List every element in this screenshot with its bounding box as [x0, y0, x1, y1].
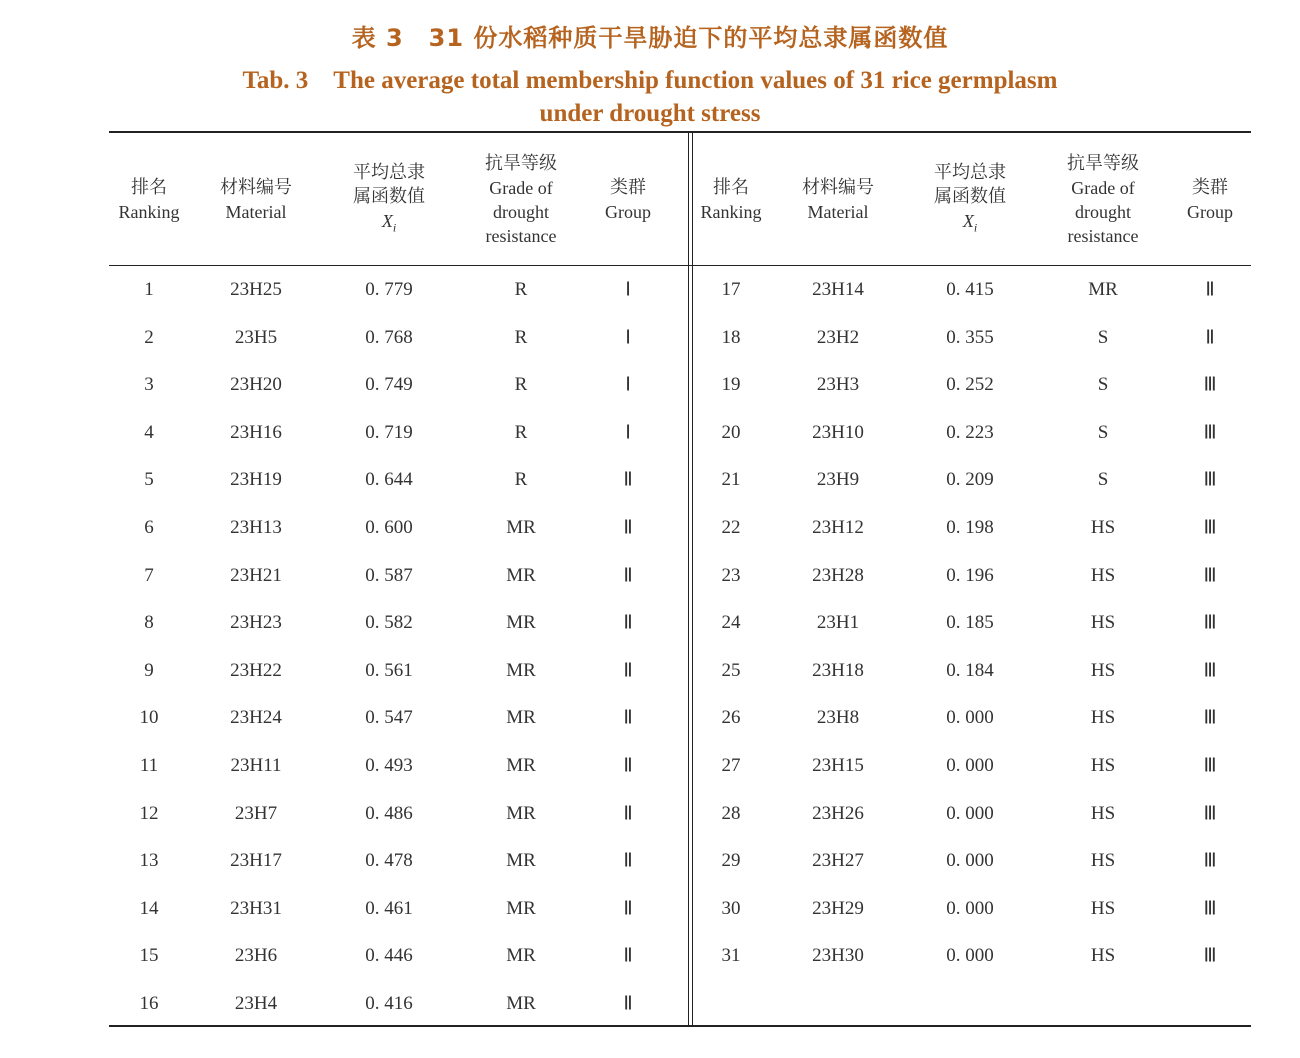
header-value — [934, 140, 1006, 260]
cell-material: 23H7 — [234, 802, 278, 824]
cell-value: 0. 000 — [946, 802, 994, 824]
cell-value: 0. 600 — [365, 517, 413, 538]
cell-material: 23H20 — [230, 374, 282, 396]
cell-group: Ⅲ — [1203, 803, 1217, 825]
cell-grade: MR — [506, 850, 536, 872]
header-group-cn: 类群 — [610, 177, 646, 198]
header-grade-en3: resistance — [485, 226, 557, 246]
cell-grade: MR — [506, 945, 536, 967]
cell-material: 23H10 — [812, 421, 864, 443]
header-material-cn: 材料编号 — [802, 177, 874, 198]
cell-value: 0. 644 — [365, 469, 413, 491]
cell-value: 0. 416 — [365, 993, 413, 1014]
cell-grade: R — [514, 279, 528, 300]
cell-value: 0. 415 — [946, 279, 994, 300]
header-group — [605, 140, 651, 260]
cell-grade: R — [514, 469, 528, 491]
cell-group: Ⅱ — [623, 612, 633, 634]
cell-rank: 6 — [144, 517, 154, 538]
cell-group: Ⅱ — [623, 945, 633, 967]
cell-rank: 20 — [721, 421, 741, 443]
header-value-cn2: 属函数值 — [353, 185, 425, 207]
header-ranking-en: Ranking — [118, 202, 180, 222]
cell-group: Ⅲ — [1203, 850, 1217, 872]
cell-material: 23H15 — [812, 755, 864, 776]
cell-group: Ⅲ — [1203, 469, 1217, 491]
cell-value: 0. 000 — [946, 755, 994, 776]
header-grade — [485, 140, 557, 260]
cell-grade: S — [1097, 421, 1109, 443]
cell-group: Ⅲ — [1203, 612, 1217, 634]
cell-group: Ⅱ — [623, 850, 633, 872]
cell-material: 23H4 — [234, 993, 278, 1014]
column-divider — [688, 131, 689, 1027]
header-grade-en2: drought — [1075, 202, 1131, 222]
cell-rank: 16 — [139, 993, 159, 1014]
cell-value: 0. 478 — [365, 850, 413, 872]
cell-material: 23H29 — [812, 897, 864, 919]
header-ranking-cn: 排名 — [713, 177, 749, 198]
cell-rank: 2 — [144, 326, 154, 348]
cell-value: 0. 000 — [946, 945, 994, 967]
cell-material: 23H23 — [230, 612, 282, 634]
cell-value: 0. 196 — [946, 564, 994, 586]
cell-material: 23H1 — [816, 612, 860, 634]
cell-material: 23H22 — [230, 659, 282, 681]
cell-grade: HS — [1090, 564, 1116, 586]
cell-value: 0. 198 — [946, 517, 994, 538]
cell-rank: 26 — [721, 707, 741, 729]
cell-rank: 3 — [144, 374, 154, 396]
cell-material: 23H28 — [812, 564, 864, 586]
cell-value: 0. 446 — [365, 945, 413, 967]
cell-group: Ⅰ — [625, 374, 631, 396]
cell-group: Ⅲ — [1203, 374, 1217, 396]
cell-rank: 10 — [139, 707, 159, 729]
cell-group: Ⅱ — [623, 707, 633, 729]
cell-grade: HS — [1090, 802, 1116, 824]
cell-material: 23H31 — [230, 897, 282, 919]
cell-group: Ⅲ — [1203, 945, 1217, 967]
cell-rank: 7 — [144, 564, 154, 586]
cell-group: Ⅱ — [623, 660, 633, 682]
cell-group: Ⅰ — [625, 327, 631, 349]
cell-material: 23H11 — [230, 755, 282, 776]
header-ranking — [119, 140, 180, 260]
cell-value: 0. 486 — [365, 802, 413, 824]
cell-group: Ⅲ — [1203, 565, 1217, 587]
cell-rank: 23 — [721, 564, 741, 586]
cell-group: Ⅱ — [623, 517, 633, 539]
cell-rank: 19 — [721, 374, 741, 396]
cell-grade: MR — [506, 517, 536, 538]
cell-rank: 25 — [721, 659, 741, 681]
cell-grade: HS — [1090, 897, 1116, 919]
cell-value: 0. 719 — [365, 421, 413, 443]
cell-group: Ⅱ — [623, 993, 633, 1015]
cell-rank: 5 — [144, 469, 154, 491]
cell-grade: HS — [1090, 707, 1116, 729]
header-value-cn1: 平均总隶 — [934, 161, 1006, 183]
column-divider — [692, 131, 693, 1027]
cell-rank: 30 — [721, 897, 741, 919]
cell-group: Ⅲ — [1203, 422, 1217, 444]
cell-rank: 8 — [144, 612, 154, 634]
cell-value: 0. 209 — [946, 469, 994, 491]
cell-grade: MR — [506, 802, 536, 824]
cell-group: Ⅲ — [1203, 517, 1217, 539]
cell-rank: 22 — [721, 517, 741, 538]
cell-value: 0. 547 — [365, 707, 413, 729]
cell-group: Ⅱ — [623, 565, 633, 587]
cell-group: Ⅱ — [1205, 279, 1215, 301]
table-title-english: Tab. 3 The average total membership function values of 31 rice germplasm — [242, 67, 1058, 94]
table-header-rule — [109, 265, 1251, 266]
cell-grade: HS — [1090, 945, 1116, 967]
cell-grade: R — [514, 374, 528, 396]
cell-group: Ⅱ — [623, 898, 633, 920]
cell-value: 0. 768 — [365, 326, 413, 348]
cell-grade: R — [514, 421, 528, 443]
cell-grade: HS — [1090, 659, 1116, 681]
cell-rank: 21 — [721, 469, 741, 491]
cell-material: 23H24 — [230, 707, 282, 729]
cell-group: Ⅱ — [623, 755, 633, 777]
cell-value: 0. 461 — [365, 897, 413, 919]
cell-value: 0. 184 — [946, 659, 994, 681]
cell-rank: 29 — [721, 850, 741, 872]
cell-group: Ⅲ — [1203, 898, 1217, 920]
cell-rank: 4 — [144, 421, 154, 443]
cell-grade: R — [514, 326, 528, 348]
header-group — [1187, 140, 1233, 260]
cell-grade: MR — [506, 993, 536, 1014]
cell-grade: MR — [506, 897, 536, 919]
cell-grade: MR — [506, 707, 536, 729]
cell-grade: MR — [506, 659, 536, 681]
header-grade-cn: 抗旱等级 — [485, 153, 557, 174]
cell-grade: HS — [1090, 755, 1116, 776]
cell-grade: HS — [1090, 517, 1116, 538]
cell-material: 23H14 — [812, 279, 864, 300]
cell-value: 0. 582 — [365, 612, 413, 634]
header-material-cn: 材料编号 — [220, 177, 292, 198]
cell-group: Ⅰ — [625, 422, 631, 444]
header-value-cn1: 平均总隶 — [353, 161, 425, 183]
cell-rank: 15 — [139, 945, 159, 967]
cell-material: 23H18 — [812, 659, 864, 681]
cell-material: 23H16 — [230, 421, 282, 443]
cell-rank: 12 — [139, 802, 159, 824]
cell-value: 0. 749 — [365, 374, 413, 396]
cell-material: 23H27 — [812, 850, 864, 872]
cell-rank: 1 — [144, 279, 154, 300]
cell-material: 23H8 — [816, 707, 860, 729]
cell-rank: 14 — [139, 897, 159, 919]
cell-grade: S — [1097, 374, 1109, 396]
cell-material: 23H2 — [816, 326, 860, 348]
cell-material: 23H9 — [816, 469, 860, 491]
cell-value: 0. 493 — [365, 755, 413, 776]
header-grade — [1067, 140, 1139, 260]
header-material-en: Material — [807, 202, 869, 222]
cell-rank: 9 — [144, 659, 154, 681]
cell-rank: 13 — [139, 850, 159, 872]
cell-grade: MR — [506, 564, 536, 586]
cell-grade: S — [1097, 469, 1109, 491]
cell-value: 0. 185 — [946, 612, 994, 634]
header-value-symbol: $X_i$ — [962, 210, 978, 235]
header-material — [220, 140, 292, 260]
cell-value: 0. 561 — [365, 659, 413, 681]
header-material-en: Material — [225, 202, 287, 222]
cell-group: Ⅱ — [1205, 327, 1215, 349]
cell-grade: MR — [506, 612, 536, 634]
header-ranking-en: Ranking — [700, 202, 762, 222]
header-group-en: Group — [1187, 202, 1233, 222]
cell-group: Ⅰ — [625, 279, 631, 301]
cell-value: 0. 252 — [946, 374, 994, 396]
header-material — [802, 140, 874, 260]
cell-material: 23H17 — [230, 850, 282, 872]
cell-material: 23H19 — [230, 469, 282, 491]
header-group-en: Group — [605, 202, 651, 222]
cell-rank: 27 — [721, 755, 741, 776]
table-top-rule — [109, 131, 1251, 133]
cell-value: 0. 355 — [946, 326, 994, 348]
header-ranking — [701, 140, 762, 260]
cell-group: Ⅲ — [1203, 755, 1217, 777]
cell-material: 23H21 — [230, 564, 282, 586]
cell-value: 0. 000 — [946, 850, 994, 872]
cell-value: 0. 223 — [946, 421, 994, 443]
cell-grade: HS — [1090, 612, 1116, 634]
cell-material: 23H30 — [812, 945, 864, 967]
cell-group: Ⅱ — [623, 469, 633, 491]
cell-material: 23H12 — [812, 517, 864, 538]
table-title-english-line2: under drought stress — [539, 100, 761, 127]
table-bottom-rule — [109, 1025, 1251, 1027]
header-grade-cn: 抗旱等级 — [1067, 153, 1139, 174]
cell-material: 23H6 — [234, 945, 278, 967]
cell-rank: 18 — [721, 326, 741, 348]
cell-grade: HS — [1090, 850, 1116, 872]
cell-material: 23H5 — [234, 326, 278, 348]
cell-material: 23H13 — [230, 517, 282, 538]
cell-rank: 28 — [721, 802, 741, 824]
cell-material: 23H3 — [816, 374, 860, 396]
cell-material: 23H25 — [230, 279, 282, 300]
cell-group: Ⅱ — [623, 803, 633, 825]
header-group-cn: 类群 — [1192, 177, 1228, 198]
header-value-cn2: 属函数值 — [934, 185, 1006, 207]
cell-rank: 24 — [721, 612, 741, 634]
header-ranking-cn: 排名 — [131, 177, 167, 198]
header-grade-en3: resistance — [1067, 226, 1139, 246]
cell-value: 0. 000 — [946, 897, 994, 919]
cell-value: 0. 779 — [365, 279, 413, 300]
cell-rank: 11 — [139, 755, 159, 776]
header-grade-en2: drought — [493, 202, 549, 222]
header-value-symbol: $X_i$ — [381, 210, 397, 235]
cell-value: 0. 587 — [365, 564, 413, 586]
cell-material: 23H26 — [812, 802, 864, 824]
table-title-chinese: 表 3 31 份水稻种质干旱胁迫下的平均总隶属函数值 — [351, 24, 949, 52]
cell-rank: 17 — [721, 279, 741, 300]
cell-group: Ⅲ — [1203, 660, 1217, 682]
cell-value: 0. 000 — [946, 707, 994, 729]
header-grade-en1: Grade of — [1071, 178, 1135, 198]
cell-grade: MR — [1088, 279, 1118, 300]
cell-group: Ⅲ — [1203, 707, 1217, 729]
header-grade-en1: Grade of — [489, 178, 553, 198]
cell-grade: MR — [506, 755, 536, 776]
cell-rank: 31 — [721, 945, 741, 967]
header-value — [353, 140, 425, 260]
cell-grade: S — [1097, 326, 1109, 348]
